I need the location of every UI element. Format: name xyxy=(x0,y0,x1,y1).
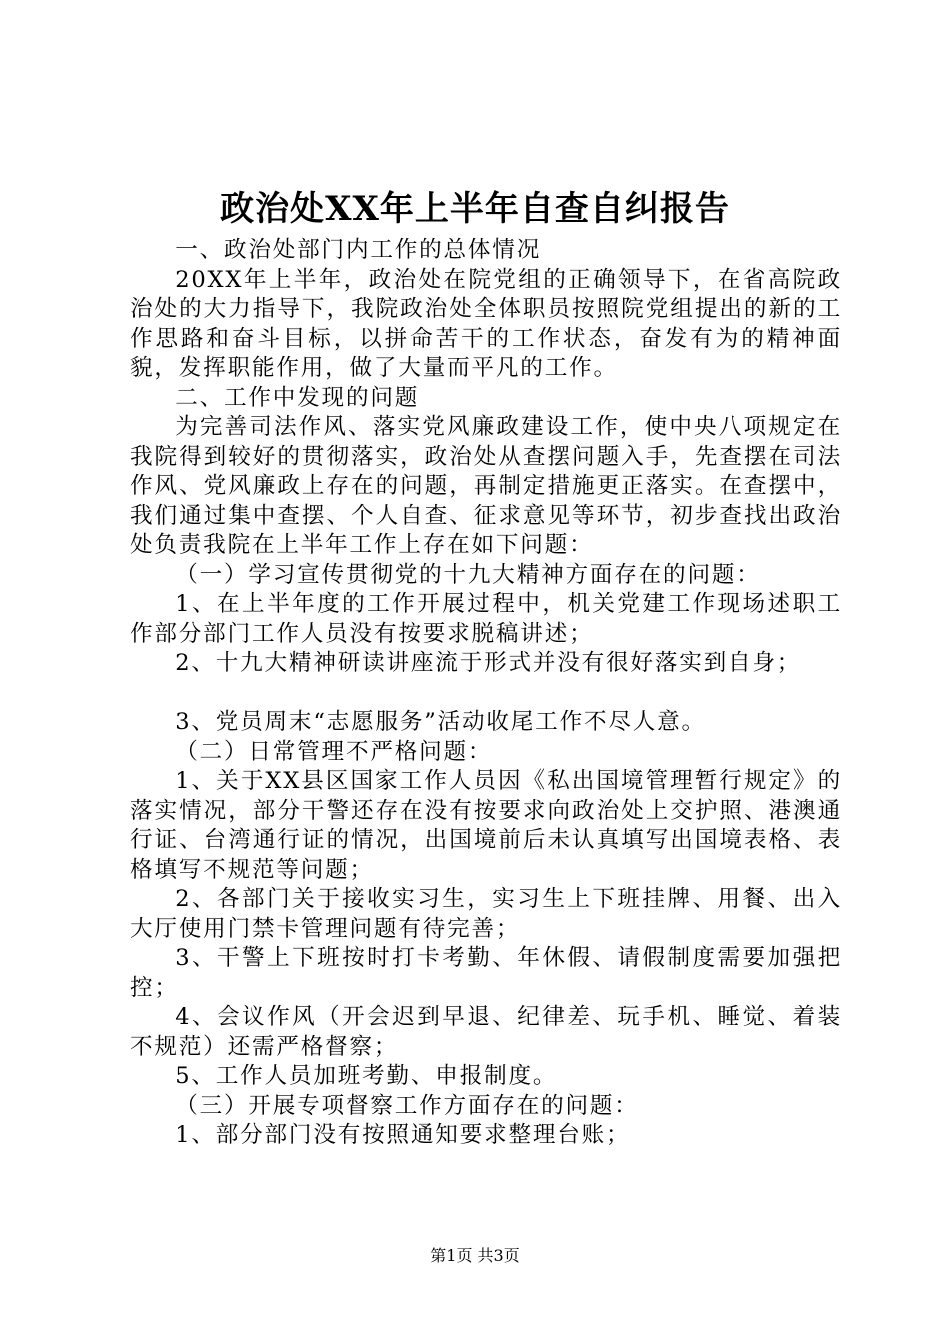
subsection-heading: （一）学习宣传贯彻党的十九大精神方面存在的问题： xyxy=(175,561,761,588)
section-heading: 一、政治处部门内工作的总体情况 xyxy=(175,237,542,263)
list-item: 4、会议作风（开会迟到早退、纪律差、玩手机、睡觉、着装不规范）还需严格督察； xyxy=(130,1004,842,1060)
blank-line xyxy=(130,679,842,709)
paragraph: 为完善司法作风、落实党风廉政建设工作，使中央八项规定在我院得到较好的贯彻落实，政治处从查摆问题入手，先查摆在司法作风、党风廉政上存在的问题，再制定措施更正落实。在查摆中，我们通过集中查摆、个人自查、征求意见等环节，初步查找出政治处负责我院在上半年工作上存在如下问题： xyxy=(130,414,842,558)
document-title: 政治处XX年上半年自查自纠报告 xyxy=(220,189,730,229)
list-item: 1、部分部门没有按照通知要求整理台账； xyxy=(175,1122,631,1148)
document-body xyxy=(130,236,842,1151)
subsection-heading: （二）日常管理不严格问题： xyxy=(175,738,493,765)
section-heading: 二、工作中发现的问题 xyxy=(175,384,420,411)
list-item: 2、各部门关于接收实习生，实习生上下班挂牌、用餐、出入大厅使用门禁卡管理问题有待完善； xyxy=(130,886,842,942)
subsection-heading: （三）开展专项督察工作方面存在的问题： xyxy=(175,1092,639,1119)
page-footer: 第1页 共3页 xyxy=(430,1246,520,1265)
paragraph: 20XX年上半年，政治处在院党组的正确领导下，在省高院政治处的大力指导下，我院政治处全体职员按照院党组提出的新的工作思路和奋斗目标，以拼命苦干的工作状态，奋发有为的精神面貌，发挥职能作用，做了大量而平凡的工作。 xyxy=(130,266,842,381)
list-item: 3、党员周末“志愿服务”活动收尾工作不尽人意。 xyxy=(175,709,706,735)
list-item: 2、十九大精神研读讲座流于形式并没有很好落实到自身； xyxy=(175,650,802,676)
list-item: 1、关于XX县区国家工作人员因《私出国境管理暂行规定》的落实情况，部分干警还存在没有按要求向政治处上交护照、港澳通行证、台湾通行证的情况，出国境前后未认真填写出国境表格、表格填写不规范等问题； xyxy=(130,768,842,883)
list-item: 5、工作人员加班考勤、申报制度。 xyxy=(175,1063,558,1089)
list-item: 1、在上半年度的工作开展过程中，机关党建工作现场述职工作部分部门工作人员没有按要求脱稿讲述； xyxy=(130,591,842,647)
list-item: 3、干警上下班按时打卡考勤、年休假、请假制度需要加强把控； xyxy=(130,945,842,1001)
